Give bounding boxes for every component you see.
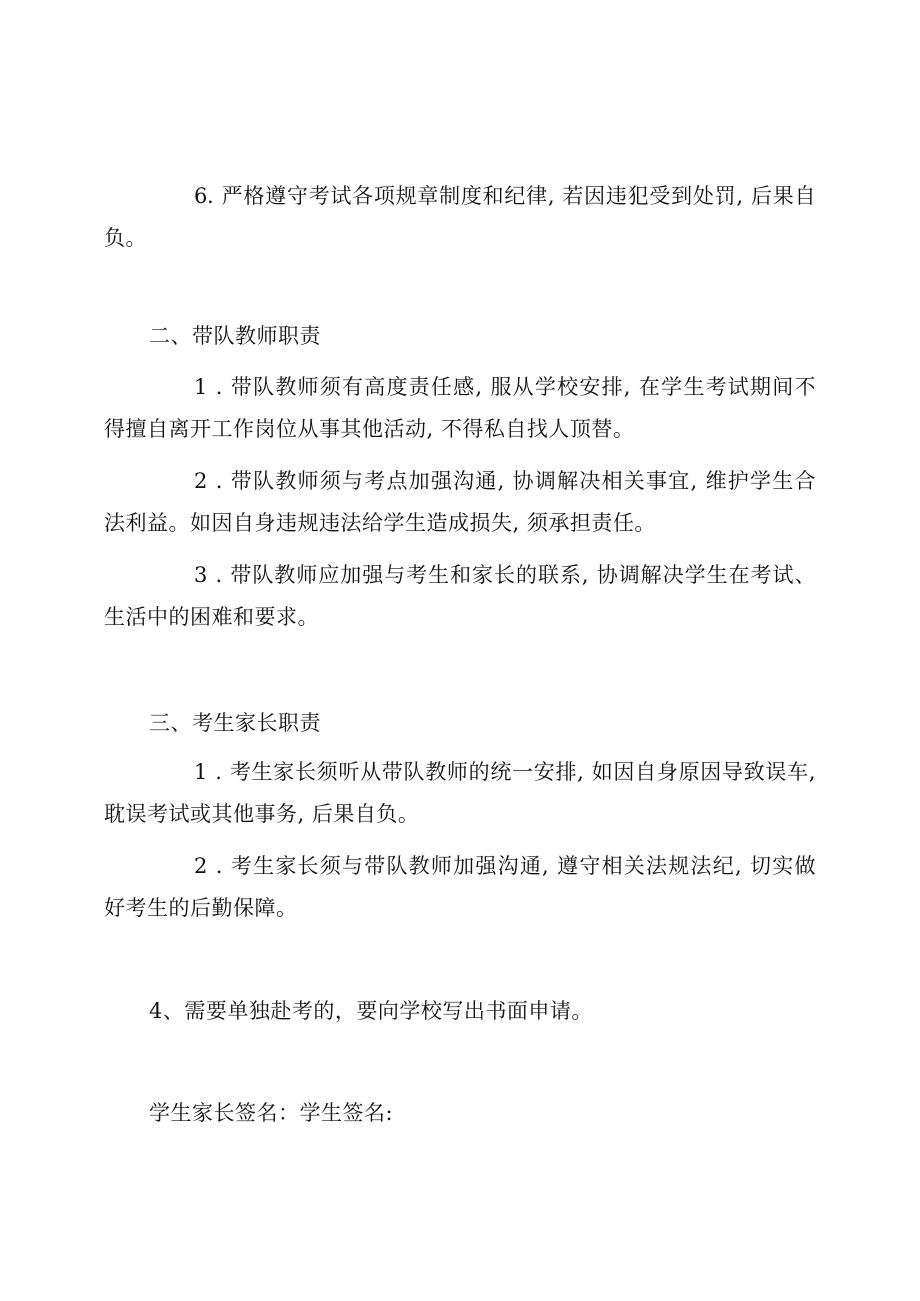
item-text: . 带队教师须有高度责任感, 服从学校安排, 在学生考试期间不得擅自离开工作岗位从事其他活动, 不得私自找人顶替。: [104, 375, 816, 441]
teacher-duty-item-2: [104, 460, 816, 544]
signature-line: 学生家长签名：学生签名:: [149, 1101, 394, 1125]
section-heading-parent-duties: 三、考生家长职责: [149, 711, 321, 735]
item-number: 2: [194, 469, 208, 493]
item-number: 6: [194, 184, 208, 208]
item-4-paragraph: 4、需要单独赴考的，要向学校写出书面申请。: [149, 999, 593, 1023]
item-number: 3: [194, 563, 208, 587]
parent-duty-item-1: [104, 751, 816, 835]
teacher-duty-item-3: [104, 554, 816, 638]
item-number: 1: [194, 760, 208, 784]
item-text: . 考生家长须听从带队教师的统一安排, 如因自身原因导致误车, 耽误考试或其他事务, 后果自负。: [104, 760, 816, 826]
teacher-duty-item-1: [104, 366, 816, 450]
item-text: . 考生家长须与带队教师加强沟通, 遵守相关法规法纪, 切实做好考生的后勤保障。: [104, 854, 816, 920]
item-number: 2: [194, 854, 208, 878]
parent-duty-item-2: [104, 845, 816, 929]
item-text: . 带队教师须与考点加强沟通, 协调解决相关事宜, 维护学生合法利益。如因自身违规违法给学生造成损失, 须承担责任。: [104, 469, 816, 535]
item-number: 1: [194, 375, 208, 399]
item-text: . 带队教师应加强与考生和家长的联系, 协调解决学生在考试、生活中的困难和要求。: [104, 563, 816, 629]
item-text: . 严格遵守考试各项规章制度和纪律, 若因违犯受到处罚, 后果自负。: [104, 184, 816, 250]
item-6-paragraph: [104, 175, 816, 259]
section-heading-teacher-duties: 二、带队教师职责: [149, 324, 321, 348]
